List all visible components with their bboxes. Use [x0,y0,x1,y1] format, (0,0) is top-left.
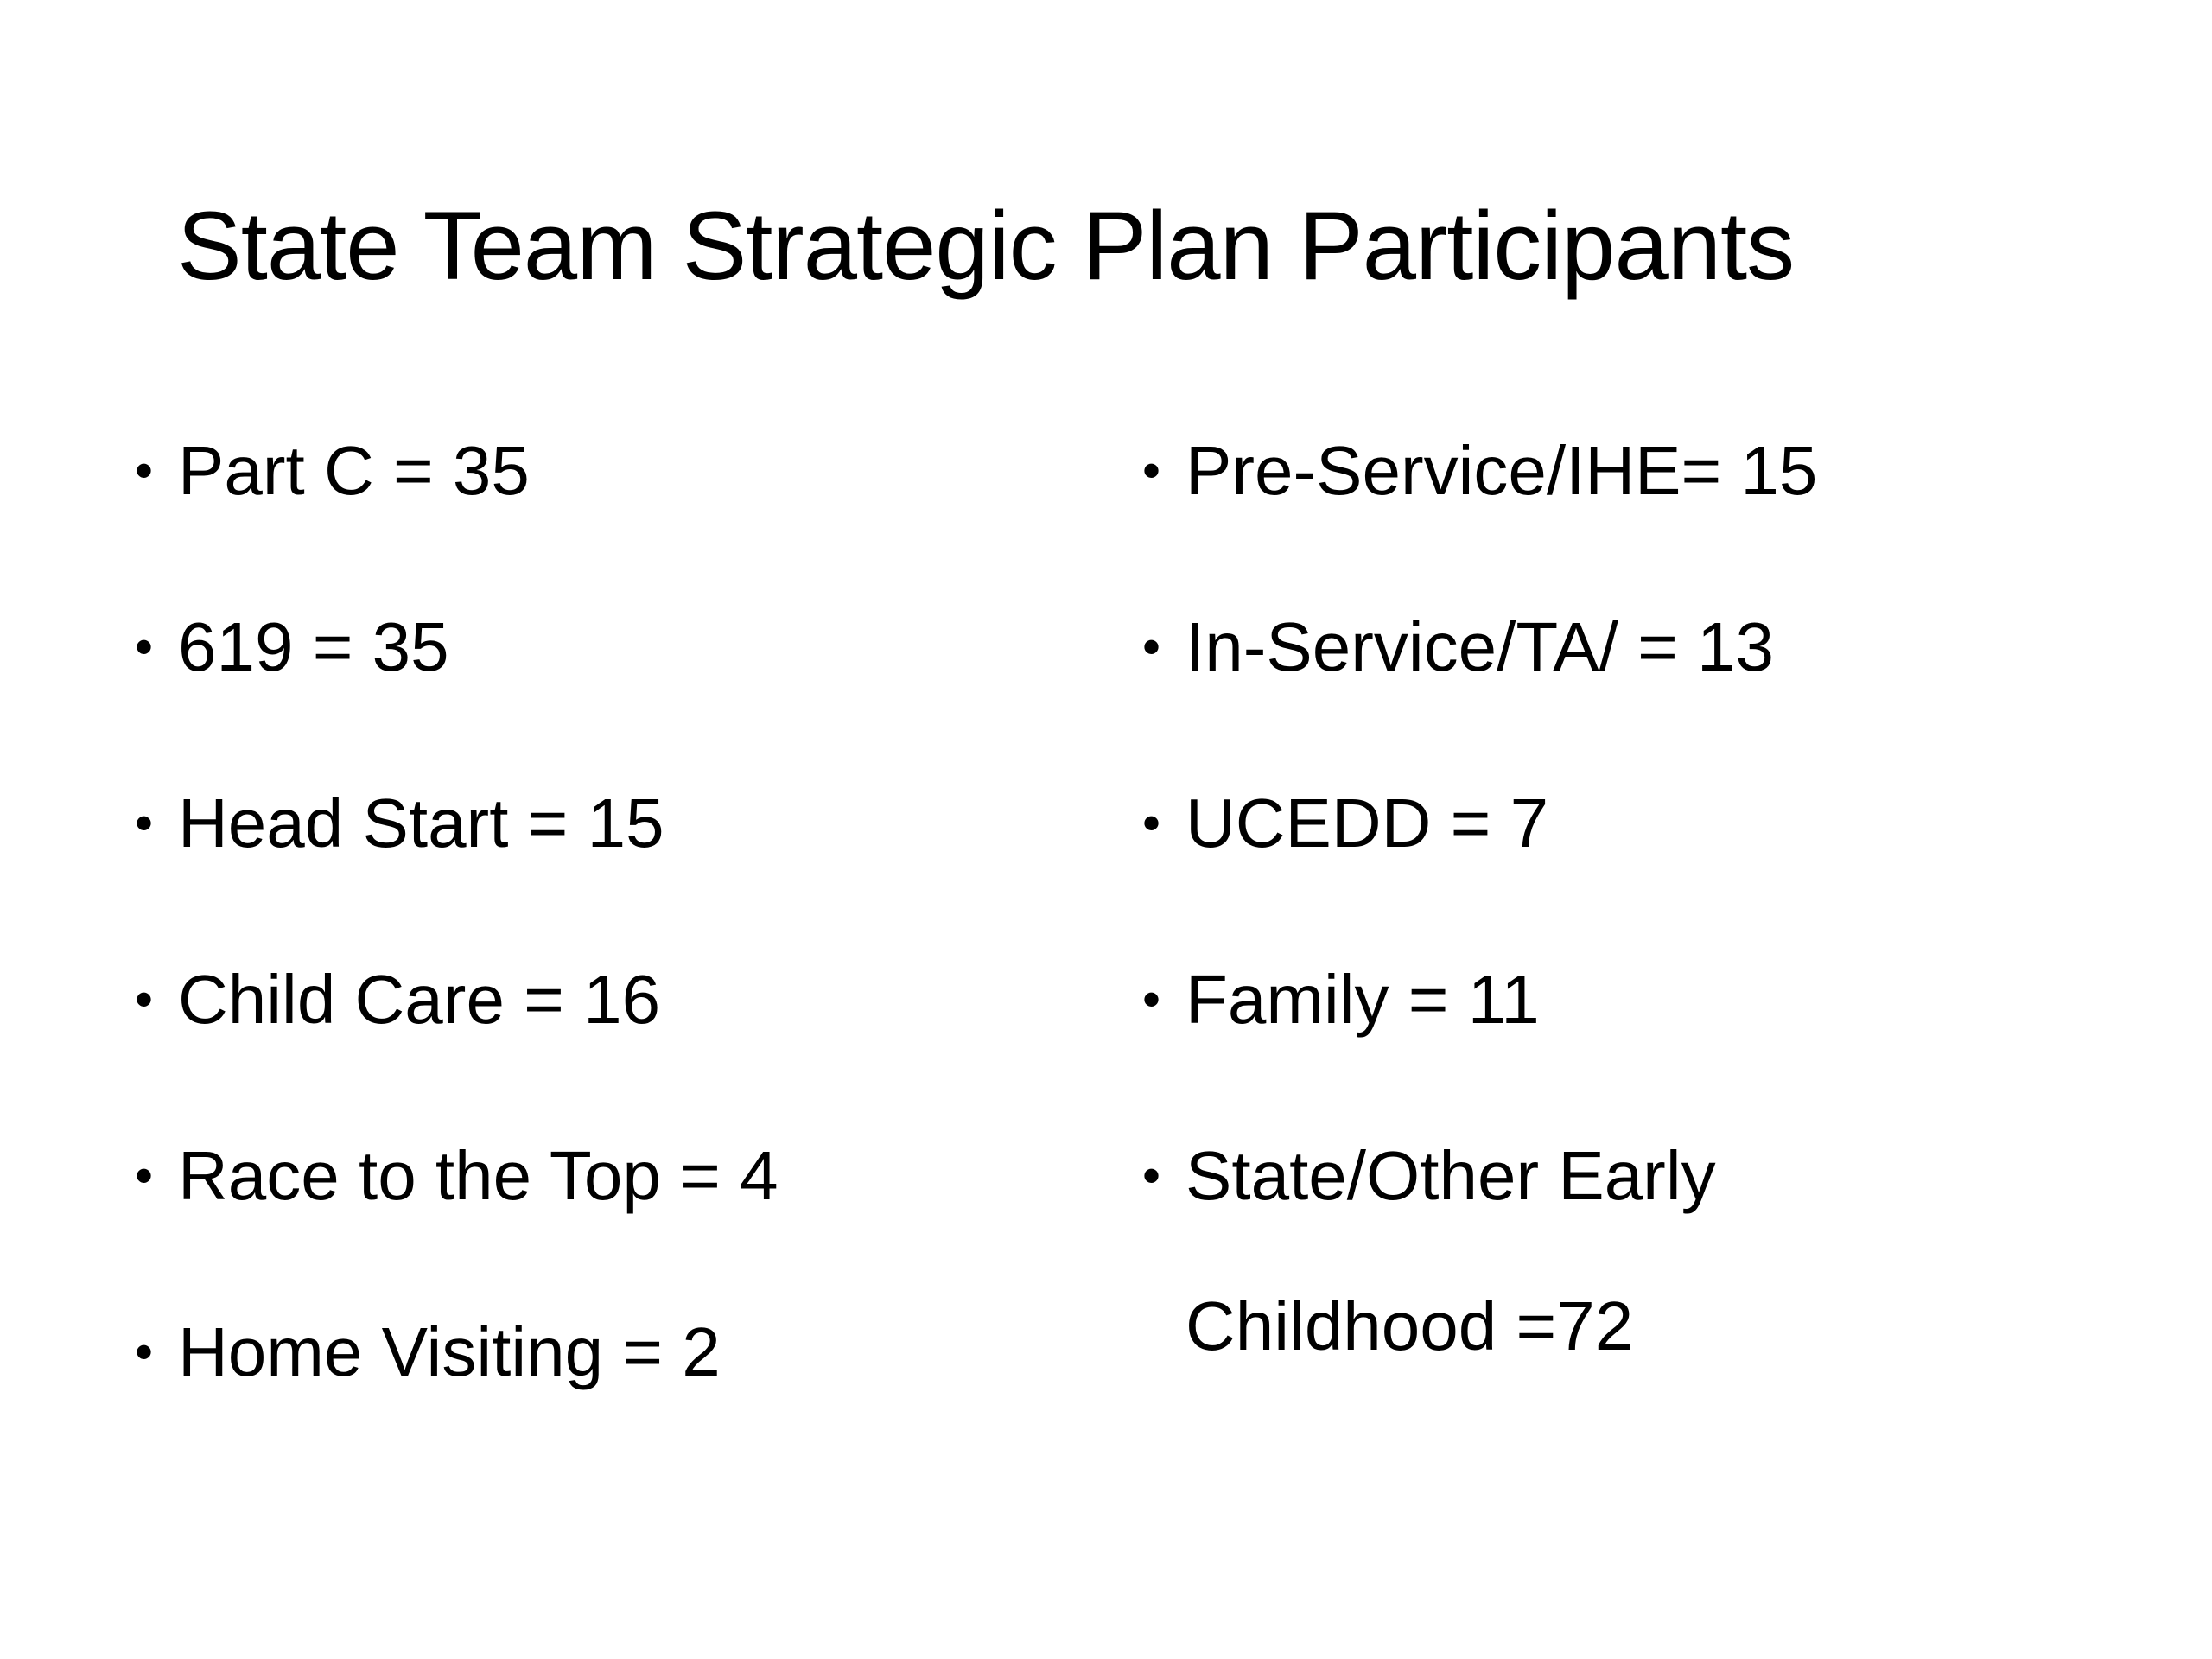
left-bullet-list [135,396,779,1453]
list-item-pre-service-ihe [1142,396,1817,572]
bullet-icon: • [1142,442,1161,499]
bullet-icon: • [1142,618,1161,676]
right-bullet-list [1142,396,1817,1402]
bullet-icon: • [1142,1147,1161,1205]
bullet-icon: • [135,970,154,1028]
list-item-text: Child Care = 16 [178,961,661,1038]
list-item-text: Pre-Service/IHE= 15 [1185,432,1818,509]
slide-title: State Team Strategic Plan Participants [177,192,1795,300]
list-item-child-care [135,925,779,1101]
list-item-home-visiting [135,1277,779,1453]
list-item-text-line-2: Childhood =72 [1185,1287,1634,1364]
bullet-icon: • [135,1323,154,1381]
list-item-text: Part C = 35 [178,432,530,509]
list-item-race-to-the-top [135,1101,779,1277]
list-item-text: Family = 11 [1185,961,1540,1038]
bullet-icon: • [135,794,154,852]
bullet-icon: • [1142,970,1161,1028]
list-item-text: Race to the Top = 4 [178,1137,779,1214]
bullet-icon: • [135,1147,154,1205]
list-item-family [1142,925,1817,1101]
bullet-icon: • [135,442,154,499]
list-item-text: In-Service/TA/ = 13 [1185,608,1775,685]
list-item-text: 619 = 35 [178,608,449,685]
bullet-icon: • [1142,794,1161,852]
list-item-in-service-ta [1142,572,1817,748]
list-item-text-line-1: State/Other Early [1185,1137,1716,1214]
list-item-text: Home Visiting = 2 [178,1313,721,1390]
bullet-icon: • [135,618,154,676]
list-item-text: UCEDD = 7 [1185,785,1549,861]
list-item-ucedd [1142,748,1817,925]
list-item-619 [135,572,779,748]
list-item-state-other-early-childhood [1142,1101,1817,1402]
list-item-part-c [135,396,779,572]
list-item-head-start [135,748,779,925]
list-item-text: Head Start = 15 [178,785,664,861]
